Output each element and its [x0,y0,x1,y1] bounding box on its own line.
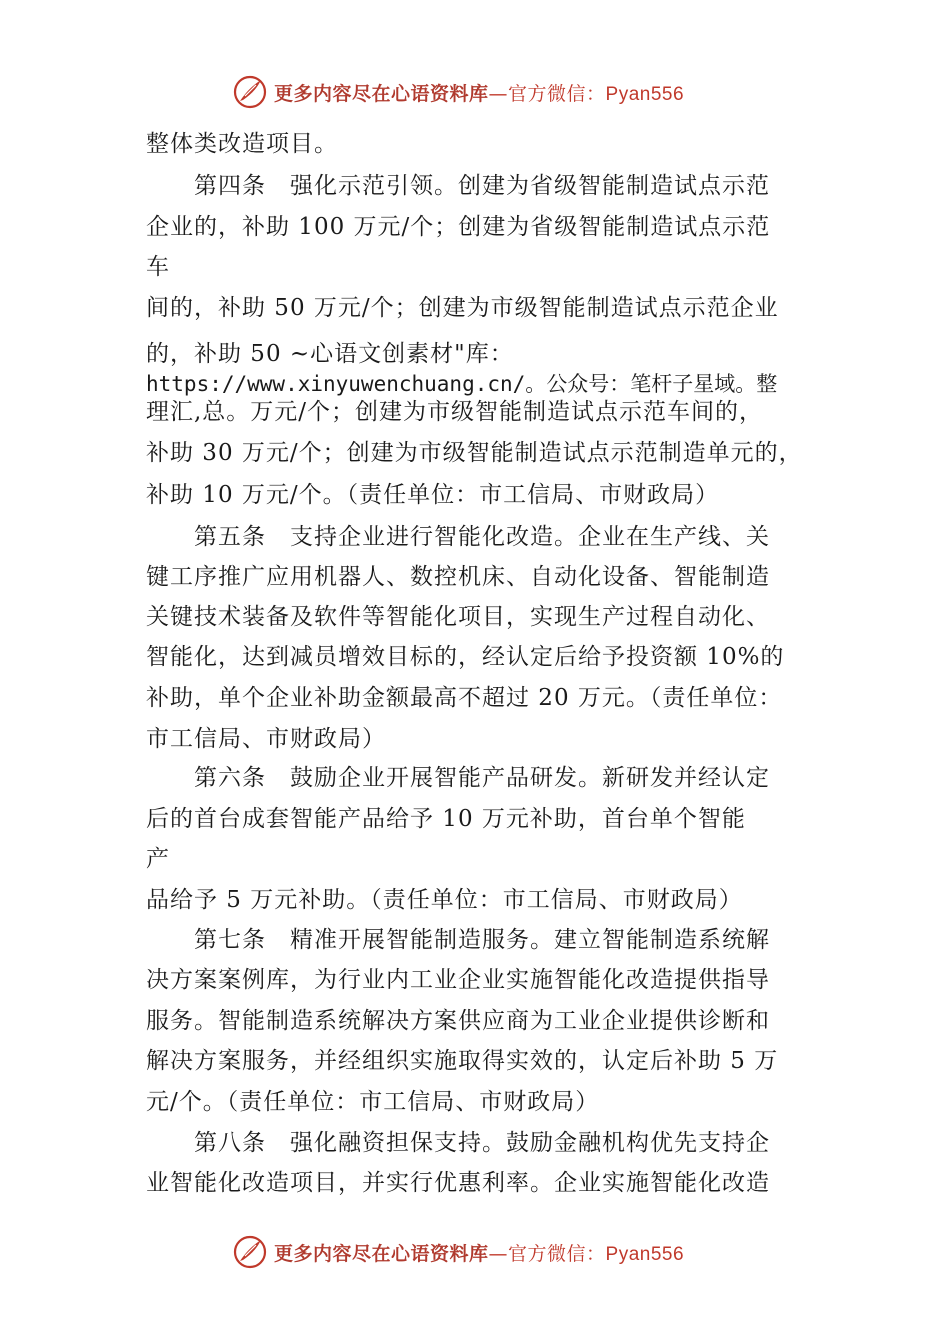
body-line: 服务。智能制造系统解决方案供应商为工业企业提供诊断和 [146,1008,770,1034]
quill-logo-icon [232,74,268,110]
body-line: 解决方案服务，并经组织实施取得实效的，认定后补助 5 万 [146,1048,779,1074]
body-line: 智能化，达到减员增效目标的，经认定后给予投资额 10%的 [146,644,785,670]
body-line: 关键技术装备及软件等智能化项目，实现生产过程自动化、 [146,604,770,630]
body-line: 业智能化改造项目，并实行优惠利率。企业实施智能化改造 [146,1170,770,1196]
body-line: 第五条 支持企业进行智能化改造。企业在生产线、关 [146,524,770,550]
body-line: 第六条 鼓励企业开展智能产品研发。新研发并经认定 [146,765,770,791]
body-line: https://www.xinyuwenchuang.cn/。公众号：笔杆子星域。整 [146,372,778,396]
body-line: 补助 30 万元/个；创建为市级智能制造试点示范制造单元的， [146,440,803,466]
body-line: 品给予 5 万元补助。（责任单位：市工信局、市财政局） [146,887,743,913]
body-line: 企业的，补助 100 万元/个；创建为省级智能制造试点示范 [146,214,771,240]
body-line: 市工信局、市财政局） [146,726,386,752]
body-line: 第四条 强化示范引领。创建为省级智能制造试点示范 [146,173,770,199]
body-line: 第七条 精准开展智能制造服务。建立智能制造系统解 [146,927,770,953]
footer-banner [232,1232,684,1272]
body-line: 整体类改造项目。 [146,131,338,157]
body-line: 车 [146,254,170,280]
body-line: 第八条 强化融资担保支持。鼓励金融机构优先支持企 [146,1130,770,1156]
banner-text: 更多内容尽在心语资料库—官方微信：Pyan556 [274,82,685,105]
body-line: 补助 10 万元/个。（责任单位：市工信局、市财政局） [146,482,720,508]
body-line: 补助，单个企业补助金额最高不超过 20 万元。（责任单位： [146,685,783,711]
body-line: 产 [146,846,170,872]
body-line: 的，补助 50 ~心语文创素材"库： [146,341,514,367]
banner-text: 更多内容尽在心语资料库—官方微信：Pyan556 [274,1242,685,1265]
body-line: 间的，补助 50 万元/个；创建为市级智能制造试点示范企业 [146,295,779,321]
body-line: 后的首台成套智能产品给予 10 万元补助，首台单个智能 [146,806,746,832]
header-banner [232,72,684,112]
body-line: 决方案案例库，为行业内工业企业实施智能化改造提供指导 [146,967,770,993]
body-line: 元/个。（责任单位：市工信局、市财政局） [146,1089,600,1115]
body-line: 理汇,总。万元/个；创建为市级智能制造试点示范车间的， [146,399,764,425]
body-line: 键工序推广应用机器人、数控机床、自动化设备、智能制造 [146,564,770,590]
quill-logo-icon [232,1234,268,1270]
